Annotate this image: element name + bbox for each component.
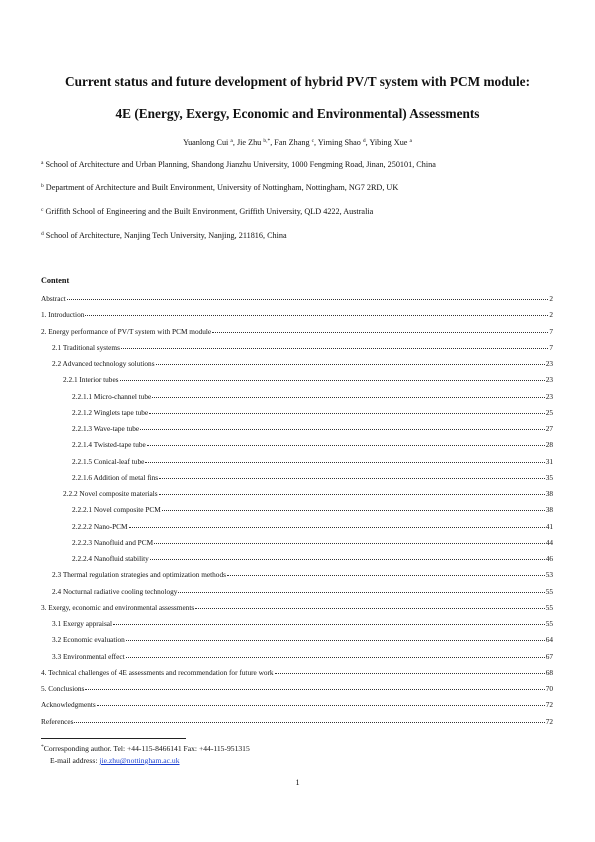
toc-leader-dots — [159, 494, 545, 495]
author-affiliation-mark: c — [311, 138, 315, 144]
toc-entry[interactable] — [41, 343, 553, 359]
toc-entry[interactable] — [41, 717, 553, 733]
author-list: Yuanlong Cui $^a$, Jie Zhu $^{b,*}$, Fan Zhang $^c$, Yiming Shao $^d$, Yibing Xue $^a$ — [183, 138, 412, 147]
author-name: Fan Zhang — [274, 138, 312, 147]
affiliation-text: Griffith School of Engineering and the Built Environment, Griffith University, QLD 4222, Australia — [45, 207, 374, 216]
author-name: Yiming Shao — [317, 138, 363, 147]
toc-entry[interactable] — [41, 457, 553, 473]
toc-entry[interactable] — [41, 392, 553, 408]
toc-entry[interactable] — [41, 668, 553, 684]
toc-entry-title: 2.2.2.2 Nano-PCM — [72, 521, 128, 531]
toc-entry[interactable] — [41, 684, 553, 700]
toc-leader-dots — [67, 299, 549, 300]
corresponding-text: Corresponding author. Tel: +44-115-8466141 Fax: +44-115-951315 — [43, 744, 250, 753]
paper-title-line-1: Current status and future development of hybrid PV/T system with PCM module: — [64, 74, 531, 89]
affiliation-mark: d — [41, 231, 44, 237]
toc-entry-page: 7 — [549, 326, 553, 336]
toc-entry-page: 38 — [545, 489, 553, 498]
toc-leader-dots — [74, 722, 544, 723]
email-label: E-mail address: — [50, 756, 100, 765]
toc-entry[interactable] — [41, 408, 553, 424]
toc-leader-dots — [152, 397, 544, 398]
toc-leader-dots — [85, 315, 548, 316]
toc-leader-dots — [149, 413, 545, 414]
toc-leader-dots — [156, 364, 545, 365]
affiliation-text: School of Architecture, Nanjing Tech University, Nanjing, 211816, China — [45, 231, 287, 240]
toc-entry-page: 27 — [545, 424, 553, 433]
toc-entry-page: 2 — [549, 310, 553, 320]
toc-entry-title: Acknowledgments — [41, 700, 96, 710]
toc-entry-page: 44 — [545, 537, 553, 547]
toc-entry-page: 68 — [545, 667, 553, 677]
toc-entry[interactable] — [41, 440, 553, 456]
toc-entry-title: 3.2 Economic evaluation — [52, 635, 125, 645]
toc-entry-page: 23 — [545, 391, 553, 401]
toc-leader-dots — [126, 640, 545, 641]
toc-leader-dots — [97, 705, 545, 706]
affiliation-mark: c — [41, 207, 44, 213]
toc-entry-page: 55 — [545, 619, 553, 628]
toc-entry-title: 2.3 Thermal regulation strategies and optimization methods — [52, 570, 226, 580]
toc-entry-page: 55 — [545, 586, 553, 596]
author-name: Yibing Xue — [369, 138, 410, 147]
toc-entry-page: 72 — [545, 716, 553, 726]
toc-entry[interactable] — [41, 327, 553, 343]
toc-entry-page: 28 — [545, 440, 553, 450]
toc-entry-title: References — [41, 716, 74, 726]
toc-entry-page: 67 — [545, 651, 553, 661]
toc-entry-page: 70 — [545, 684, 553, 693]
author-name: Jie Zhu — [236, 138, 264, 147]
author-affiliation-mark: d — [362, 138, 366, 144]
corresponding-mark: * — [41, 744, 44, 750]
toc-leader-dots — [275, 673, 545, 674]
toc-entry-page: 38 — [545, 505, 553, 515]
toc-entry-page: 23 — [545, 375, 553, 385]
toc-entry[interactable] — [41, 570, 553, 586]
toc-entry-page: 35 — [545, 472, 553, 482]
toc-entry-title: 2.2.2.3 Nanofluid and PCM — [72, 537, 154, 547]
toc-leader-dots — [113, 624, 545, 625]
toc-entry-title: 2.2.1 Interior tubes — [63, 375, 119, 385]
toc-entry[interactable] — [41, 700, 553, 716]
toc-entry[interactable] — [41, 587, 553, 603]
toc-entry-page: 7 — [549, 342, 553, 352]
toc-entry[interactable] — [41, 359, 553, 375]
toc-entry[interactable] — [41, 603, 553, 619]
toc-entry[interactable] — [41, 489, 553, 505]
page-number: 1 — [295, 778, 300, 787]
author-name: Yuanlong Cui — [183, 138, 231, 147]
toc-entry-title: 2.2.1.1 Micro-channel tube — [72, 391, 152, 401]
toc-entry-page: 23 — [545, 359, 553, 368]
paper-title-line-2: 4E (Energy, Exergy, Economic and Environmental) Assessments — [115, 106, 480, 121]
affiliation — [41, 160, 436, 169]
footnote-corresponding — [41, 744, 250, 753]
affiliation — [41, 207, 373, 216]
content-heading: Content — [41, 276, 70, 285]
toc-entry-title: 5. Conclusions — [41, 684, 85, 693]
toc-leader-dots — [85, 689, 544, 690]
affiliation-mark: b — [41, 183, 44, 189]
toc-entry[interactable] — [41, 310, 553, 326]
toc-entry-title: 2.2.2 Novel composite materials — [63, 489, 158, 498]
toc-entry-page: 55 — [545, 602, 553, 612]
toc-leader-dots — [120, 380, 545, 381]
toc-entry[interactable] — [41, 538, 553, 554]
toc-leader-dots — [126, 657, 545, 658]
toc-entry-page: 46 — [545, 554, 553, 563]
toc-entry-page: 64 — [545, 635, 553, 645]
author-affiliation-mark: a — [409, 138, 412, 144]
toc-entry-page: 41 — [545, 521, 553, 531]
toc-entry-page: 25 — [545, 407, 553, 417]
toc-entry-title: 4. Technical challenges of 4E assessments and recommendation for future work — [41, 667, 274, 677]
email-link[interactable]: jie.zhu@nottingham.ac.uk — [99, 756, 180, 765]
toc-entry-title: 3. Exergy, economic and environmental assessments — [41, 602, 195, 612]
toc-entry[interactable] — [41, 375, 553, 391]
footnote-rule — [41, 738, 186, 739]
author-affiliation-mark: b,* — [263, 138, 271, 144]
toc-leader-dots — [159, 478, 545, 479]
toc-entry[interactable] — [41, 652, 553, 668]
affiliation — [41, 183, 398, 192]
toc-entry[interactable] — [41, 294, 553, 310]
toc-entry-title: 2.2.1.5 Conical-leaf tube — [72, 456, 145, 466]
toc-entry[interactable] — [41, 619, 553, 635]
toc-entry-title: Abstract — [41, 294, 66, 303]
footnote-email — [50, 756, 180, 765]
toc-entry-page: 72 — [545, 700, 553, 710]
toc-entry[interactable] — [41, 473, 553, 489]
affiliation-text: School of Architecture and Urban Planning, Shandong Jianzhu University, 1000 Fengming Road, Jinan, 250101, China — [45, 160, 436, 169]
toc-entry-title: 2.2.1.4 Twisted-tape tube — [72, 440, 146, 450]
toc-entry-title: 2. Energy performance of PV/T system with PCM module — [41, 326, 212, 336]
affiliation — [41, 231, 287, 240]
toc-entry[interactable] — [41, 635, 553, 651]
toc-entry-title: 2.2.2.1 Novel composite PCM — [72, 505, 161, 515]
affiliation-text: Department of Architecture and Built Environment, University of Nottingham, Nottingham, NG7 2RD, UK — [45, 183, 399, 192]
toc-entry-title: 2.2.1.6 Addition of metal fins — [72, 472, 159, 482]
toc-entry[interactable] — [41, 522, 553, 538]
toc-leader-dots — [121, 348, 548, 349]
toc-leader-dots — [212, 332, 548, 333]
toc-entry-title: 2.2 Advanced technology solutions — [52, 359, 155, 368]
toc-leader-dots — [178, 592, 544, 593]
table-of-contents — [41, 294, 553, 733]
toc-entry[interactable] — [41, 505, 553, 521]
toc-entry-title: 1. Introduction — [41, 310, 85, 320]
toc-entry-title: 2.4 Nocturnal radiative cooling technology — [52, 586, 178, 596]
toc-entry[interactable] — [41, 554, 553, 570]
toc-leader-dots — [150, 559, 545, 560]
toc-leader-dots — [227, 575, 545, 576]
toc-leader-dots — [195, 608, 545, 609]
toc-entry-page: 31 — [545, 456, 553, 466]
toc-leader-dots — [147, 445, 545, 446]
toc-entry-title: 3.1 Exergy appraisal — [52, 619, 113, 628]
toc-entry-page: 2 — [549, 294, 553, 303]
toc-leader-dots — [129, 527, 545, 528]
author-affiliation-mark: a — [230, 138, 233, 144]
toc-leader-dots — [154, 543, 545, 544]
toc-leader-dots — [140, 429, 545, 430]
toc-leader-dots — [162, 510, 545, 511]
toc-entry-title: 2.2.1.3 Wave-tape tube — [72, 424, 140, 433]
toc-entry-title: 3.3 Environmental effect — [52, 651, 125, 661]
affiliation-mark: a — [41, 160, 44, 166]
toc-entry-page: 53 — [545, 570, 553, 580]
toc-entry-title: 2.2.1.2 Winglets tape tube — [72, 407, 149, 417]
toc-entry[interactable] — [41, 424, 553, 440]
toc-leader-dots — [145, 462, 544, 463]
toc-entry-title: 2.2.2.4 Nanofluid stability — [72, 554, 149, 563]
toc-entry-title: 2.1 Traditional systems — [52, 342, 120, 352]
